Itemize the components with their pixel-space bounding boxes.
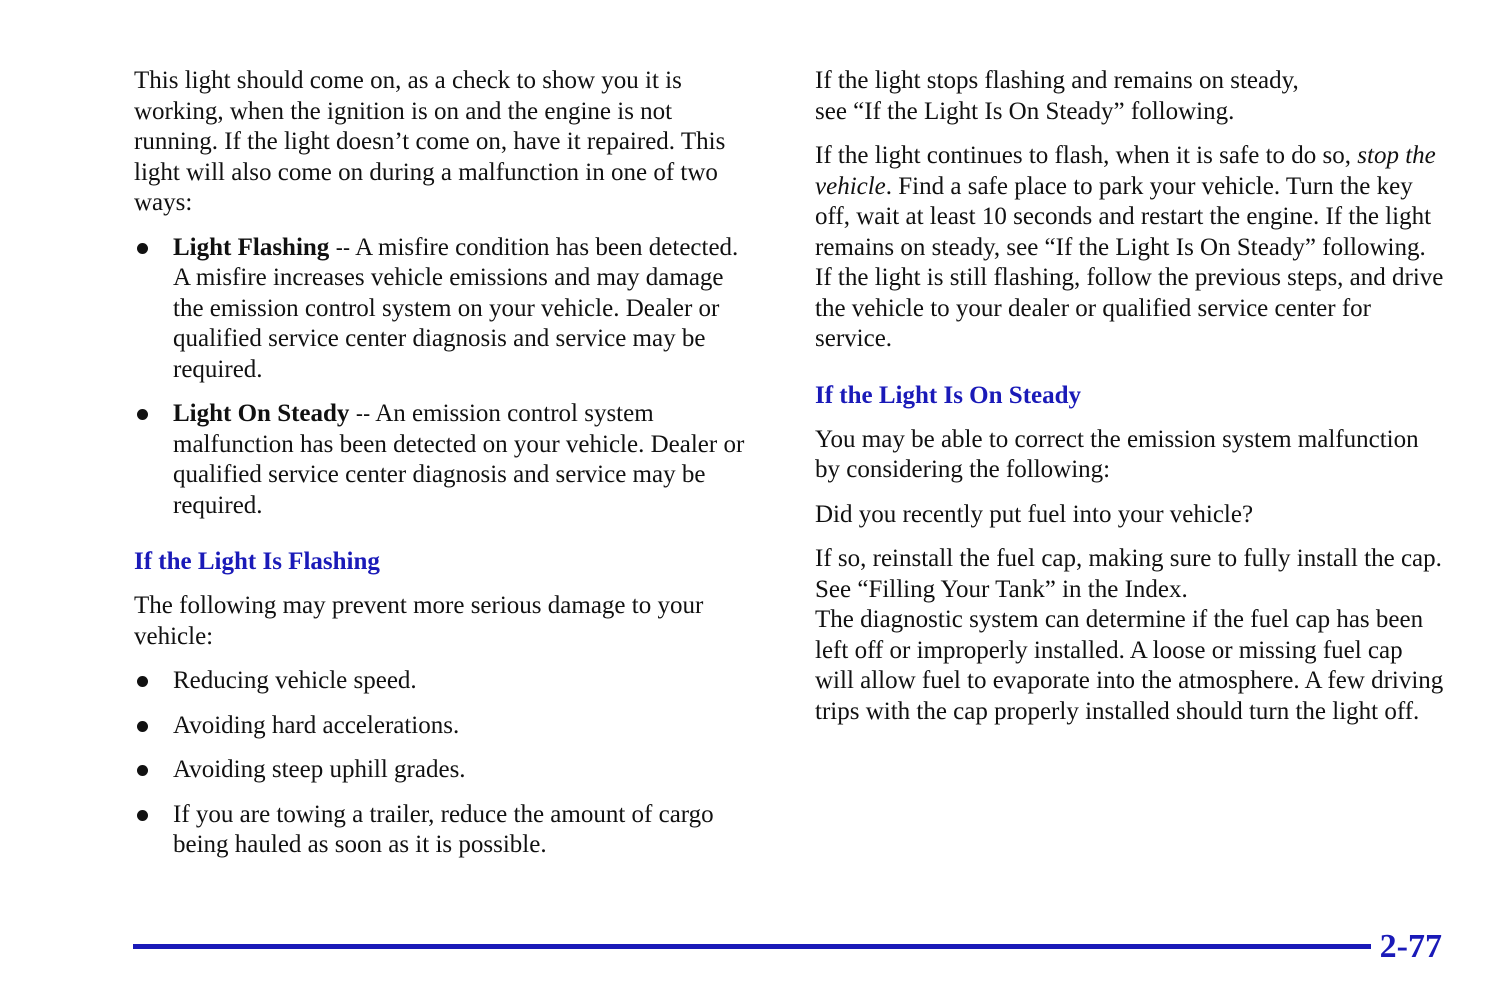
- step-text: Avoiding hard accelerations.: [173, 711, 460, 739]
- transition-line-1: If the light stops flashing and remains on steady,: [815, 67, 1299, 94]
- fuel-cap-line-2: The diagnostic system can determine if the fuel cap has been left off or improperly installed. A loose or missing fuel cap will allow fuel to evaporate into the atmosphere. A few driving trips with the cap properly installed should turn the light off.: [815, 606, 1444, 725]
- right-column: [815, 66, 1445, 741]
- mode-term: Light On Steady: [173, 400, 350, 427]
- flashing-intro: The following may prevent more serious damage to your vehicle:: [134, 592, 704, 650]
- intro-paragraph: This light should come on, as a check to show you it is working, when the ignition is on and the engine is not running. If the light doesn’t come on, have it repaired. This light will also come on during a malfunction in one of two ways:: [134, 67, 726, 216]
- mode-dash: --: [355, 401, 371, 426]
- steady-intro: You may be able to correct the emission system malfunction by considering the following:: [815, 425, 1419, 483]
- list-item: [134, 399, 754, 521]
- page-number: 2-77: [1379, 928, 1442, 965]
- list-item: [134, 755, 754, 786]
- mode-description: A misfire condition has been detected. A misfire increases vehicle emissions and may damage the emission control system on your vehicle. Dealer or qualified service center diagnosis and service may be required.: [173, 233, 739, 383]
- fuel-cap-paragraph: [815, 544, 1445, 727]
- footer-rule: [133, 944, 1371, 949]
- continues-flashing-rest: . Find a safe place to park your vehicle. Turn the key off, wait at least 10 seconds and restart the engine. If the light remains on steady, see “If the Light Is On Steady” following. If the light is still flashing, follow the previous steps, and drive the vehicle to your dealer or qualified service center for service.: [815, 172, 1444, 352]
- bullet-icon: [137, 810, 148, 821]
- continues-flashing-start: If the light continues to flash, when it is safe to do so,: [815, 142, 1352, 169]
- step-text: Avoiding steep uphill grades.: [173, 756, 466, 783]
- steady-heading: If the Light Is On Steady: [815, 381, 1082, 409]
- mode-description: An emission control system malfunction has been detected on your vehicle. Dealer or qualified service center diagnosis and service may be required.: [173, 400, 745, 519]
- list-item: [134, 233, 754, 386]
- continues-flashing-paragraph: [815, 141, 1445, 355]
- stop-vehicle-emphasis: stop the vehicle: [815, 142, 1436, 200]
- bullet-icon: [137, 765, 148, 776]
- bullet-icon: [137, 676, 148, 687]
- indicator-modes-list: [134, 233, 754, 522]
- step-text: If you are towing a trailer, reduce the amount of cargo being hauled as soon as it is possible.: [173, 800, 714, 858]
- steady-transition-paragraph: [815, 66, 1445, 127]
- list-item: [134, 800, 754, 861]
- fuel-question: Did you recently put fuel into your vehicle?: [815, 500, 1254, 528]
- list-item: [134, 666, 754, 697]
- transition-line-2: see “If the Light Is On Steady” following.: [815, 97, 1235, 125]
- flashing-heading: If the Light Is Flashing: [134, 548, 380, 575]
- left-column: [134, 66, 754, 875]
- bullet-icon: [137, 409, 148, 420]
- flashing-steps-list: [134, 666, 754, 861]
- list-item: [134, 711, 754, 742]
- mode-dash: --: [335, 234, 351, 260]
- bullet-icon: [137, 721, 148, 732]
- fuel-cap-line-1: If so, reinstall the fuel cap, making sure to fully install the cap. See “Filling Your Tank” in the Index.: [815, 545, 1442, 603]
- bullet-icon: [137, 243, 148, 254]
- mode-term: Light Flashing: [173, 233, 330, 261]
- step-text: Reducing vehicle speed.: [173, 667, 417, 694]
